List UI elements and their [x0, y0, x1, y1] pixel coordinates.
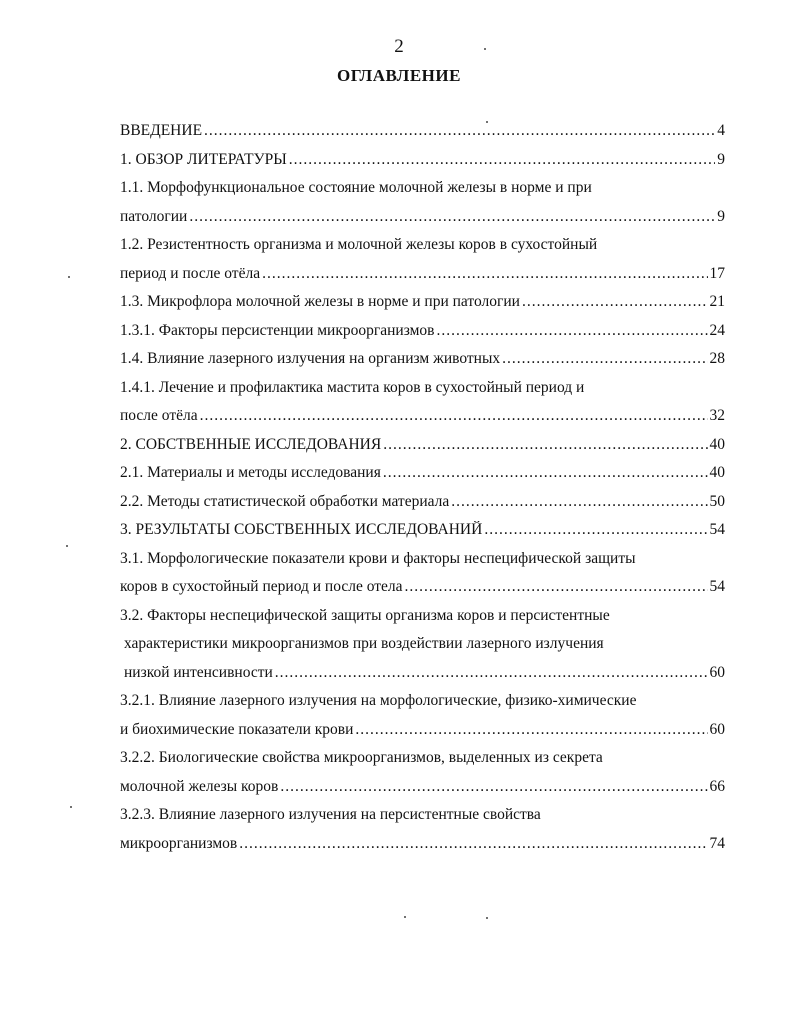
- toc-entry[interactable]: [120, 151, 725, 180]
- toc-entry-title: 2. СОБСТВЕННЫЕ ИССЛЕДОВАНИЯ: [120, 435, 382, 453]
- toc-entry-title: микроорганизмов: [120, 834, 238, 852]
- toc-leader-dots: [522, 293, 708, 311]
- toc-entry-title: молочной железы коров: [120, 777, 279, 795]
- scan-speck: [486, 121, 488, 123]
- toc-entry-title: ВВЕДЕНИЕ: [120, 122, 203, 139]
- toc-leader-dots: [451, 493, 707, 511]
- toc-entry[interactable]: [120, 721, 725, 750]
- toc-entry-title: 1. ОБЗОР ЛИТЕРАТУРЫ: [120, 150, 287, 168]
- toc-entry-title: 2.1. Материалы и методы исследования: [120, 464, 381, 481]
- toc-page-number: 66: [709, 777, 725, 795]
- toc-title: ОГЛАВЛЕНИЕ: [337, 66, 461, 85]
- toc-entry-title: 1.4. Влияние лазерного излучения на организм животных: [120, 350, 501, 367]
- toc-page-number: 21: [709, 293, 725, 310]
- toc-page-number: 4: [717, 122, 725, 139]
- toc-page-number: 17: [709, 264, 725, 282]
- toc-entry-line: 3.2.2. Биологические свойства микроорганизмов, выделенных из секрета: [120, 749, 603, 766]
- scan-speck: [484, 48, 486, 50]
- toc-leader-dots: [289, 151, 716, 169]
- toc-entry[interactable]: [120, 208, 725, 237]
- toc-entry[interactable]: [120, 464, 725, 493]
- toc-page-number: 40: [709, 464, 725, 481]
- toc-entry[interactable]: [120, 407, 725, 436]
- toc-leader-dots: [484, 521, 707, 539]
- toc-entry-line: 3.2.3. Влияние лазерного излучения на персистентные свойства: [120, 806, 541, 823]
- toc-page-number: 24: [709, 321, 725, 339]
- scan-speck: [68, 276, 70, 278]
- toc-entry-title: и биохимические показатели крови: [120, 720, 354, 738]
- toc-page-number: 60: [709, 663, 725, 681]
- toc-entry-title: 1.3. Микрофлора молочной железы в норме и при патологии: [120, 293, 520, 310]
- toc-entry[interactable]: [120, 122, 725, 151]
- toc-entry-line: характеристики микроорганизмов при воздействии лазерного излучения: [124, 635, 604, 652]
- toc-page-number: 9: [717, 207, 725, 225]
- toc-leader-dots: [262, 265, 707, 283]
- toc-leader-dots: [200, 407, 708, 425]
- toc-page-number: 9: [717, 150, 725, 168]
- toc-page-number: 40: [709, 435, 725, 453]
- scan-speck: [66, 545, 68, 547]
- toc-leader-dots: [275, 664, 708, 682]
- toc-page-number: 54: [709, 578, 725, 595]
- toc-entry[interactable]: [120, 350, 725, 379]
- toc-page-number: 74: [709, 834, 725, 852]
- toc-entry-line: 3.2.1. Влияние лазерного излучения на морфологические, физико-химические: [120, 692, 637, 709]
- toc-entry[interactable]: [120, 293, 725, 322]
- toc-leader-dots: [204, 122, 715, 140]
- toc-entry[interactable]: [120, 265, 725, 294]
- toc-entry[interactable]: [120, 322, 725, 351]
- toc-leader-dots: [239, 835, 707, 853]
- toc-leader-dots: [437, 322, 708, 340]
- toc-leader-dots: [280, 778, 707, 796]
- toc-entry-title: патологии: [120, 207, 188, 225]
- toc-entry-title: период и после отёла: [120, 264, 261, 282]
- table-of-contents: [120, 122, 725, 863]
- toc-entry-title: 2.2. Методы статистической обработки материала: [120, 492, 450, 510]
- toc-entry-line: 1.2. Резистентность организма и молочной железы коров в сухостойный: [120, 236, 598, 253]
- toc-page-number: 28: [709, 350, 725, 367]
- page-number: 2: [394, 36, 404, 57]
- toc-page-number: 50: [709, 492, 725, 510]
- toc-entry[interactable]: [120, 664, 725, 693]
- toc-entry-line: 3.2. Факторы неспецифической защиты организма коров и персистентные: [120, 606, 610, 624]
- toc-entry-title: коров в сухостойный период и после отела: [120, 578, 403, 595]
- toc-entry-line: 1.4.1. Лечение и профилактика мастита коров в сухостойный период и: [120, 378, 585, 396]
- toc-page-number: 60: [709, 720, 725, 738]
- toc-entry[interactable]: [120, 493, 725, 522]
- toc-entry[interactable]: [120, 436, 725, 465]
- toc-entry[interactable]: [120, 835, 725, 864]
- scan-speck: [404, 916, 406, 918]
- toc-leader-dots: [383, 436, 707, 454]
- toc-entry-line: 3.1. Морфологические показатели крови и факторы неспецифической защиты: [120, 549, 636, 567]
- scan-speck: [70, 806, 72, 808]
- toc-entry-title: после отёла: [120, 407, 198, 424]
- toc-page-number: 32: [709, 407, 725, 424]
- scan-speck: [486, 917, 488, 919]
- toc-leader-dots: [189, 208, 715, 226]
- toc-leader-dots: [355, 721, 707, 739]
- toc-entry[interactable]: [120, 578, 725, 607]
- toc-leader-dots: [405, 578, 708, 596]
- toc-entry-line: 1.1. Морфофункциональное состояние молочной железы в норме и при: [120, 179, 592, 196]
- toc-entry[interactable]: [120, 778, 725, 807]
- toc-page-number: 54: [709, 521, 725, 538]
- toc-leader-dots: [502, 350, 707, 368]
- toc-entry-title: низкой интенсивности: [124, 663, 273, 681]
- toc-leader-dots: [383, 464, 708, 482]
- toc-entry[interactable]: [120, 521, 725, 550]
- toc-entry-title: 3. РЕЗУЛЬТАТЫ СОБСТВЕННЫХ ИССЛЕДОВАНИЙ: [120, 521, 483, 538]
- toc-entry-title: 1.3.1. Факторы персистенции микроорганизмов: [120, 321, 435, 339]
